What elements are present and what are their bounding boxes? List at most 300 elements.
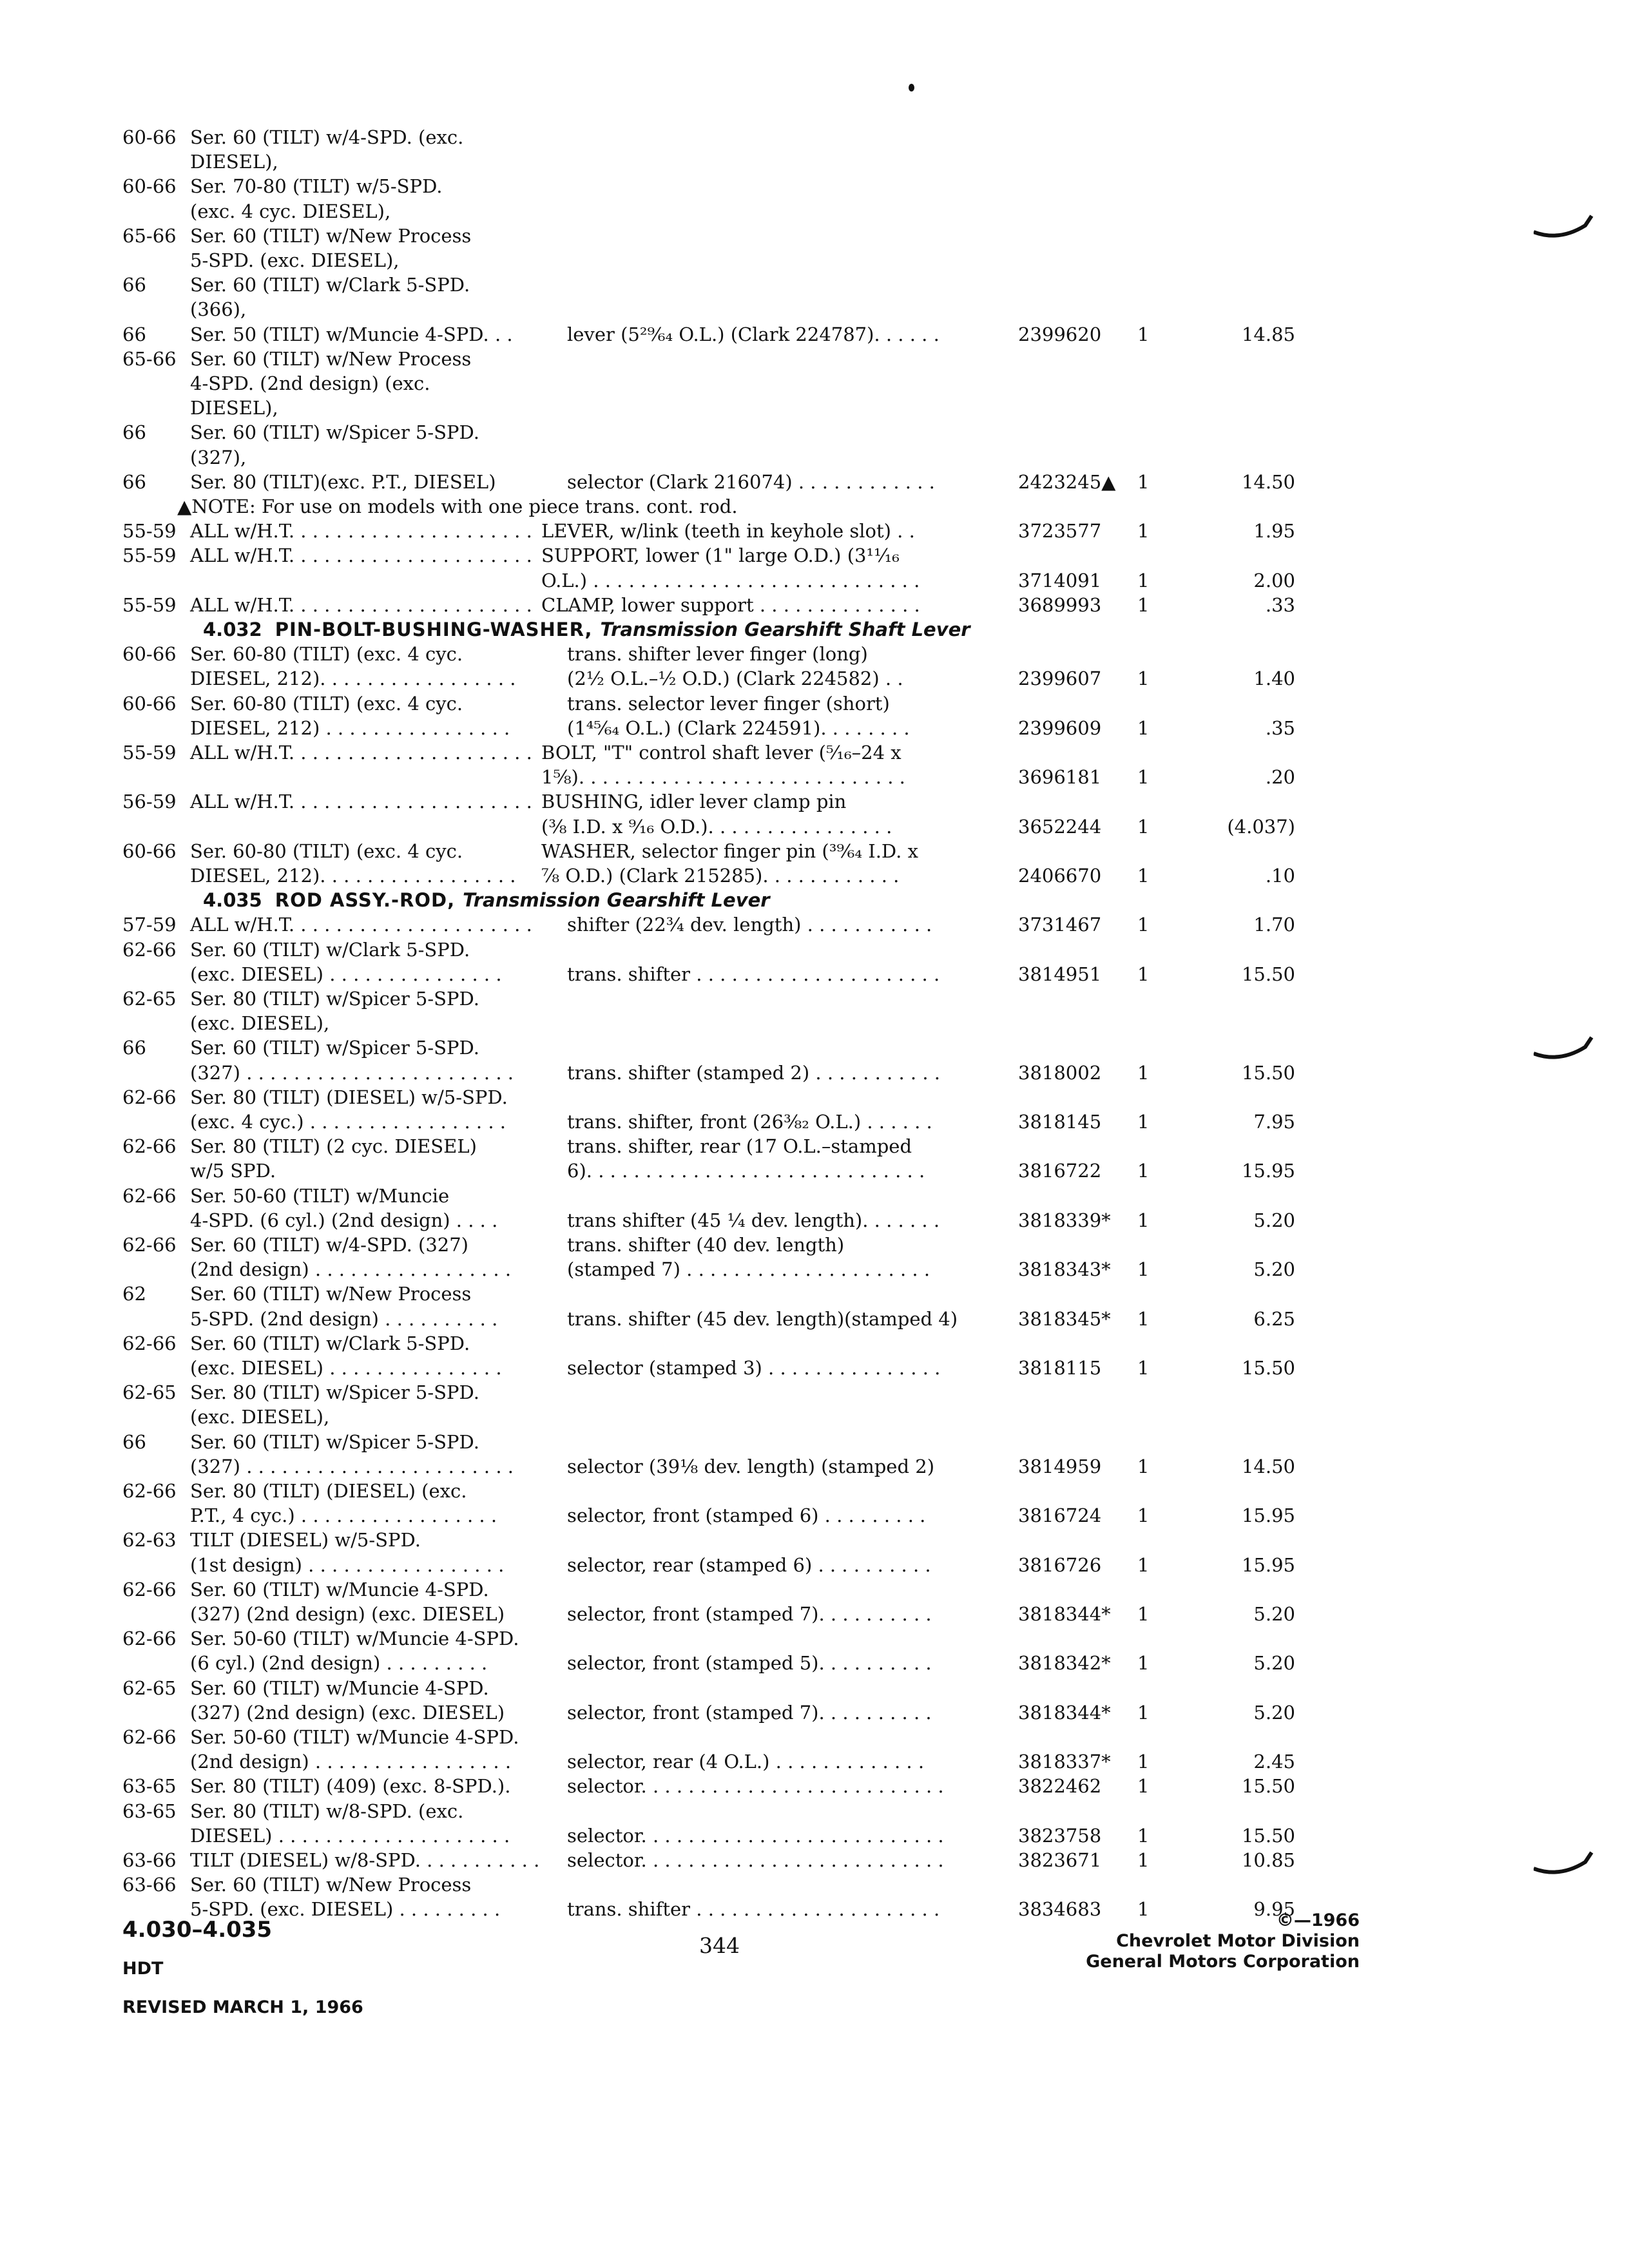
application: P.T., 4 cyc.) . . . . . . . . . . . . . . . . .: [190, 1504, 497, 1526]
price: 15.95: [1241, 1160, 1295, 1182]
application: ALL w/H.T. . . . . . . . . . . . . . . . . . . . .: [190, 594, 532, 616]
section-range: 4.030–4.035: [122, 1917, 273, 1943]
application: (exc. DIESEL),: [190, 1406, 330, 1428]
model-years: 66: [122, 1431, 146, 1453]
part-number: 3818002: [1018, 1062, 1102, 1084]
quantity: 1: [1137, 1775, 1150, 1797]
table-row: [0, 1455, 1629, 1479]
part-description: selector (stamped 3) . . . . . . . . . . . . . . .: [567, 1357, 941, 1379]
application: Ser. 50-60 (TILT) w/Muncie: [190, 1185, 450, 1207]
table-row: [0, 372, 1629, 396]
copyright: ©—1966: [1276, 1910, 1360, 1930]
quantity: 1: [1137, 570, 1150, 591]
part-description: O.L.) . . . . . . . . . . . . . . . . . . . . . . . . . . . .: [541, 570, 920, 591]
part-description: selector, rear (stamped 6) . . . . . . . . . .: [567, 1554, 931, 1576]
application: Ser. 60 (TILT) w/Spicer 5-SPD.: [190, 1037, 479, 1059]
model-years: 60-66: [122, 693, 177, 715]
table-row: [0, 224, 1629, 248]
catalog-code: HDT: [122, 1959, 164, 1979]
part-description: selector (Clark 216074) . . . . . . . . . . . .: [567, 471, 935, 493]
part-number: 3823671: [1018, 1849, 1102, 1871]
model-years: 62-66: [122, 1726, 177, 1748]
table-row: [0, 1553, 1629, 1577]
table-row: [0, 150, 1629, 174]
quantity: 1: [1137, 471, 1150, 493]
quantity: 1: [1137, 1308, 1150, 1330]
model-years: 66: [122, 323, 146, 345]
model-years: 62-63: [122, 1529, 177, 1551]
price: 1.40: [1253, 668, 1295, 689]
part-description: selector, rear (4 O.L.) . . . . . . . . . . . . .: [567, 1751, 925, 1773]
price: 15.50: [1241, 1062, 1295, 1084]
table-row: [0, 1332, 1629, 1356]
part-number: 3652244: [1018, 816, 1102, 838]
model-years: 62-66: [122, 1480, 177, 1502]
application: 4-SPD. (6 cyl.) (2nd design) . . . .: [190, 1209, 498, 1231]
model-years: 57-59: [122, 914, 177, 936]
application: Ser. 50 (TILT) w/Muncie 4-SPD. . .: [190, 323, 513, 345]
table-row: [0, 1036, 1629, 1060]
table-row: [0, 987, 1629, 1011]
part-description: 6). . . . . . . . . . . . . . . . . . . . . . . . . . . . .: [567, 1160, 925, 1182]
price: 15.95: [1241, 1504, 1295, 1526]
table-row: [0, 519, 1629, 543]
price: 9.95: [1253, 1898, 1295, 1920]
table-row: [0, 1677, 1629, 1700]
application: Ser. 60 (TILT) w/New Process: [190, 225, 472, 247]
application: (327) (2nd design) (exc. DIESEL): [190, 1702, 505, 1724]
application: (exc. 4 cyc.) . . . . . . . . . . . . . . . . .: [190, 1111, 506, 1133]
model-years: 62-66: [122, 1332, 177, 1354]
table-row: [0, 1405, 1629, 1429]
application: Ser. 60 (TILT) w/New Process: [190, 348, 472, 370]
part-description: LEVER, w/link (teeth in keyhole slot) . .: [541, 520, 915, 542]
table-row: [0, 1012, 1629, 1035]
price: 5.20: [1253, 1603, 1295, 1625]
table-row: [0, 1602, 1629, 1626]
model-years: 66: [122, 471, 146, 493]
part-description: selector, front (stamped 7). . . . . . . . . .: [567, 1603, 932, 1625]
application: Ser. 80 (TILT)(exc. P.T., DIESEL): [190, 471, 496, 493]
quantity: 1: [1137, 1160, 1150, 1182]
part-description: shifter (22¾ dev. length) . . . . . . . . . . .: [567, 914, 932, 936]
table-row: [0, 323, 1629, 347]
part-description: lever (5²⁹⁄₆₄ O.L.) (Clark 224787). . . . . .: [567, 323, 940, 345]
table-row: [0, 642, 1629, 666]
model-years: 62-66: [122, 1628, 177, 1649]
application: Ser. 60-80 (TILT) (exc. 4 cyc.: [190, 643, 463, 665]
application: (327) (2nd design) (exc. DIESEL): [190, 1603, 505, 1625]
part-number: 2406670: [1018, 865, 1102, 887]
table-row: [0, 1800, 1629, 1823]
part-number: 2423245▲: [1018, 471, 1116, 493]
quantity: 1: [1137, 1849, 1150, 1871]
application: Ser. 60 (TILT) w/Muncie 4-SPD.: [190, 1677, 489, 1699]
quantity: 1: [1137, 816, 1150, 838]
section-number: 4.032: [203, 619, 262, 640]
application: DIESEL, 212) . . . . . . . . . . . . . . . .: [190, 717, 510, 739]
part-number: 3714091: [1018, 570, 1102, 591]
price: 5.20: [1253, 1258, 1295, 1280]
part-number: 3818337*: [1018, 1751, 1111, 1773]
part-description: CLAMP, lower support . . . . . . . . . . . . . .: [541, 594, 920, 616]
application: Ser. 60 (TILT) w/Spicer 5-SPD.: [190, 1431, 479, 1453]
part-number: 3818145: [1018, 1111, 1102, 1133]
quantity: 1: [1137, 1062, 1150, 1084]
application: Ser. 60 (TILT) w/4-SPD. (exc.: [190, 126, 464, 148]
application: (2nd design) . . . . . . . . . . . . . . . . .: [190, 1258, 512, 1280]
application: ALL w/H.T. . . . . . . . . . . . . . . . . . . . .: [190, 544, 532, 566]
part-number: 3689993: [1018, 594, 1102, 616]
model-years: 66: [122, 1037, 146, 1059]
model-years: 66: [122, 274, 146, 296]
binder-mark-top: [1534, 206, 1598, 245]
part-description: SUPPORT, lower (1" large O.D.) (3¹¹⁄₁₆: [541, 544, 900, 566]
part-number: 3818342*: [1018, 1652, 1111, 1674]
application: ALL w/H.T. . . . . . . . . . . . . . . . . . . . .: [190, 742, 532, 764]
part-description: selector, front (stamped 7). . . . . . . . . .: [567, 1702, 932, 1724]
application: Ser. 50-60 (TILT) w/Muncie 4-SPD.: [190, 1628, 519, 1649]
table-row: [0, 1159, 1629, 1183]
part-number: 3834683: [1018, 1898, 1102, 1920]
quantity: 1: [1137, 668, 1150, 689]
model-years: 65-66: [122, 348, 177, 370]
table-row: [0, 938, 1629, 962]
price: 1.95: [1253, 520, 1295, 542]
model-years: 63-66: [122, 1874, 177, 1896]
quantity: 1: [1137, 1603, 1150, 1625]
price: 2.00: [1253, 570, 1295, 591]
price: .20: [1265, 766, 1295, 788]
price: 5.20: [1253, 1652, 1295, 1674]
model-years: 60-66: [122, 840, 177, 862]
table-row: [0, 741, 1629, 765]
part-description: trans. shifter (45 dev. length)(stamped 4): [567, 1308, 958, 1330]
price: 2.45: [1253, 1751, 1295, 1773]
price: 14.85: [1241, 323, 1295, 345]
table-row: [0, 273, 1629, 297]
part-description: trans. shifter (40 dev. length): [567, 1234, 845, 1256]
table-row: [0, 175, 1629, 198]
table-row: [0, 1258, 1629, 1282]
price: 10.85: [1241, 1849, 1295, 1871]
model-years: 62-66: [122, 1234, 177, 1256]
part-description: ⅞ O.D.) (Clark 215285). . . . . . . . . . . .: [541, 865, 900, 887]
table-row: [0, 913, 1629, 937]
part-number: 3696181: [1018, 766, 1102, 788]
table-row: [0, 790, 1629, 814]
part-description: (⅜ I.D. x ⁹⁄₁₆ O.D.). . . . . . . . . . . . . . . .: [541, 816, 892, 838]
price: .10: [1265, 865, 1295, 887]
application: DIESEL, 212). . . . . . . . . . . . . . . . .: [190, 668, 516, 689]
table-row: [0, 1233, 1629, 1257]
section-title: PIN-BOLT-BUSHING-WASHER,: [275, 619, 593, 640]
part-description: selector, front (stamped 6) . . . . . . . . .: [567, 1504, 926, 1526]
part-description: 1⅝). . . . . . . . . . . . . . . . . . . . . . . . . . . .: [541, 766, 905, 788]
model-years: 62: [122, 1283, 146, 1305]
application: ALL w/H.T. . . . . . . . . . . . . . . . . . . . .: [190, 520, 532, 542]
model-years: 62-65: [122, 1381, 177, 1403]
application: 5-SPD. (exc. DIESEL) . . . . . . . . .: [190, 1898, 501, 1920]
part-number: 3818115: [1018, 1357, 1102, 1379]
part-description: selector. . . . . . . . . . . . . . . . . . . . . . . . . .: [567, 1775, 944, 1797]
price: 15.50: [1241, 963, 1295, 985]
page-number: 344: [699, 1933, 740, 1958]
section-subtitle: Transmission Gearshift Lever: [463, 889, 770, 911]
table-row: [0, 1110, 1629, 1134]
model-years: 63-65: [122, 1775, 177, 1797]
table-row: [0, 593, 1629, 617]
part-number: 3816722: [1018, 1160, 1102, 1182]
table-row: [0, 1430, 1629, 1454]
table-row: [0, 298, 1629, 322]
table-row: [0, 1504, 1629, 1528]
application: (327) . . . . . . . . . . . . . . . . . . . . . . .: [190, 1456, 514, 1477]
application: Ser. 60 (TILT) w/New Process: [190, 1874, 472, 1896]
price: .33: [1265, 594, 1295, 616]
table-row: [0, 1774, 1629, 1798]
application: (327),: [190, 447, 247, 468]
application: 4-SPD. (2nd design) (exc.: [190, 372, 430, 394]
table-row: [0, 1282, 1629, 1306]
application: Ser. 80 (TILT) w/8-SPD. (exc.: [190, 1800, 464, 1822]
table-row: [0, 544, 1629, 568]
quantity: 1: [1137, 1751, 1150, 1773]
table-row: [0, 1381, 1629, 1405]
table-row: [0, 1824, 1629, 1848]
part-description: (2½ O.L.–½ O.D.) (Clark 224582) . .: [567, 668, 903, 689]
part-description: trans. shifter, rear (17 O.L.–stamped: [567, 1135, 912, 1157]
quantity: 1: [1137, 1456, 1150, 1477]
model-years: 62-65: [122, 988, 177, 1010]
table-row: [0, 1578, 1629, 1602]
quantity: 1: [1137, 963, 1150, 985]
price: 14.50: [1241, 1456, 1295, 1477]
part-number: 3814959: [1018, 1456, 1102, 1477]
part-description: trans. selector lever finger (short): [567, 693, 890, 715]
application: Ser. 50-60 (TILT) w/Muncie 4-SPD.: [190, 1726, 519, 1748]
application: 5-SPD. (exc. DIESEL),: [190, 249, 400, 271]
application: Ser. 60 (TILT) w/4-SPD. (327): [190, 1234, 468, 1256]
application: Ser. 80 (TILT) (409) (exc. 8-SPD.).: [190, 1775, 511, 1797]
quantity: 1: [1137, 865, 1150, 887]
part-number: 2399620: [1018, 323, 1102, 345]
application: DIESEL, 212). . . . . . . . . . . . . . . . .: [190, 865, 516, 887]
application: (327) . . . . . . . . . . . . . . . . . . . . . . .: [190, 1062, 514, 1084]
application: Ser. 60 (TILT) w/Clark 5-SPD.: [190, 939, 470, 961]
part-description: selector. . . . . . . . . . . . . . . . . . . . . . . . . .: [567, 1849, 944, 1871]
part-description: WASHER, selector finger pin (³⁹⁄₆₄ I.D. x: [541, 840, 918, 862]
model-years: 56-59: [122, 791, 177, 812]
division-name: Chevrolet Motor Division: [1116, 1931, 1360, 1951]
application: (2nd design) . . . . . . . . . . . . . . . . .: [190, 1751, 512, 1773]
application: (1st design) . . . . . . . . . . . . . . . . .: [190, 1554, 505, 1576]
quantity: 1: [1137, 1825, 1150, 1847]
quantity: 1: [1137, 1209, 1150, 1231]
application: DIESEL),: [190, 397, 278, 419]
part-number: 3818345*: [1018, 1308, 1111, 1330]
note-text: ▲NOTE: For use on models with one piece trans. cont. rod.: [177, 495, 738, 517]
part-number: 3818343*: [1018, 1258, 1111, 1280]
part-description: trans. shifter (stamped 2) . . . . . . . . . . .: [567, 1062, 940, 1084]
application: Ser. 80 (TILT) w/Spicer 5-SPD.: [190, 1381, 479, 1403]
table-row: [0, 963, 1629, 986]
section-title: ROD ASSY.-ROD,: [275, 889, 456, 911]
part-number: 3814951: [1018, 963, 1102, 985]
part-description: (1⁴⁵⁄₆₄ O.L.) (Clark 224591). . . . . . . .: [567, 717, 910, 739]
model-years: 55-59: [122, 520, 177, 542]
part-description: trans. shifter, front (26⅜₂ O.L.) . . . . . .: [567, 1111, 932, 1133]
application: (366),: [190, 298, 247, 320]
quantity: 1: [1137, 594, 1150, 616]
table-row: [0, 347, 1629, 371]
part-number: 3823758: [1018, 1825, 1102, 1847]
price: 15.50: [1241, 1357, 1295, 1379]
table-row: [0, 1627, 1629, 1651]
price: 5.20: [1253, 1702, 1295, 1724]
table-row: [0, 692, 1629, 716]
part-number: 3816726: [1018, 1554, 1102, 1576]
application: Ser. 60 (TILT) w/Clark 5-SPD.: [190, 274, 470, 296]
revision-date: REVISED MARCH 1, 1966: [122, 1997, 363, 2017]
part-number: 3818339*: [1018, 1209, 1111, 1231]
table-row: [0, 1849, 1629, 1872]
model-years: 60-66: [122, 643, 177, 665]
table-row: [0, 716, 1629, 740]
application: Ser. 60 (TILT) w/Clark 5-SPD.: [190, 1332, 470, 1354]
price: 1.70: [1253, 914, 1295, 936]
table-row: [0, 1356, 1629, 1380]
table-row: [0, 1086, 1629, 1110]
application: TILT (DIESEL) w/5-SPD.: [190, 1529, 421, 1551]
application: (exc. 4 cyc. DIESEL),: [190, 200, 391, 222]
part-number: 2399607: [1018, 668, 1102, 689]
table-row: [0, 421, 1629, 445]
quantity: 1: [1137, 1652, 1150, 1674]
table-row: [0, 815, 1629, 839]
application: (exc. DIESEL) . . . . . . . . . . . . . . .: [190, 1357, 502, 1379]
part-description: trans. shifter . . . . . . . . . . . . . . . . . . . . .: [567, 1898, 940, 1920]
model-years: 62-66: [122, 1086, 177, 1108]
price: 15.95: [1241, 1554, 1295, 1576]
table-row: [0, 1651, 1629, 1675]
table-row: [0, 1307, 1629, 1331]
application: w/5 SPD.: [190, 1160, 276, 1182]
application: 5-SPD. (2nd design) . . . . . . . . . .: [190, 1308, 498, 1330]
section-number: 4.035: [203, 889, 262, 911]
application: Ser. 80 (TILT) (2 cyc. DIESEL): [190, 1135, 477, 1157]
quantity: 1: [1137, 1111, 1150, 1133]
price: .35: [1265, 717, 1295, 739]
quantity: 1: [1137, 1357, 1150, 1379]
application: ALL w/H.T. . . . . . . . . . . . . . . . . . . . .: [190, 791, 532, 812]
binder-mark-bottom: [1534, 1843, 1598, 1881]
section-subtitle: Transmission Gearshift Shaft Lever: [600, 619, 970, 640]
section-header: [203, 618, 970, 642]
application: TILT (DIESEL) w/8-SPD. . . . . . . . . . .: [190, 1849, 540, 1871]
model-years: 66: [122, 421, 146, 443]
application: DIESEL),: [190, 151, 278, 173]
model-years: 55-59: [122, 742, 177, 764]
part-description: BOLT, "T" control shaft lever (⁵⁄₁₆–24 x: [541, 742, 901, 764]
table-row: [0, 1725, 1629, 1749]
quantity: 1: [1137, 1554, 1150, 1576]
application: Ser. 80 (TILT) (DIESEL) w/5-SPD.: [190, 1086, 508, 1108]
model-years: 60-66: [122, 126, 177, 148]
model-years: 62-66: [122, 1185, 177, 1207]
part-number: 3818344*: [1018, 1702, 1111, 1724]
quantity: 1: [1137, 520, 1150, 542]
part-description: selector. . . . . . . . . . . . . . . . . . . . . . . . . .: [567, 1825, 944, 1847]
quantity: 1: [1137, 323, 1150, 345]
part-description: trans. shifter . . . . . . . . . . . . . . . . . . . . .: [567, 963, 940, 985]
part-description: trans. shifter lever finger (long): [567, 643, 868, 665]
price: 7.95: [1253, 1111, 1295, 1133]
scan-dot-mark: [909, 84, 914, 91]
quantity: 1: [1137, 1898, 1150, 1920]
part-description: (stamped 7) . . . . . . . . . . . . . . . . . . . . .: [567, 1258, 930, 1280]
table-row: [0, 200, 1629, 224]
part-description: selector, front (stamped 5). . . . . . . . . .: [567, 1652, 932, 1674]
part-description: BUSHING, idler lever clamp pin: [541, 791, 847, 812]
price: 15.50: [1241, 1825, 1295, 1847]
table-row: [0, 667, 1629, 691]
application: Ser. 60 (TILT) w/Muncie 4-SPD.: [190, 1579, 489, 1600]
table-row: [0, 1528, 1629, 1552]
application: Ser. 80 (TILT) w/Spicer 5-SPD.: [190, 988, 479, 1010]
model-years: 55-59: [122, 544, 177, 566]
quantity: 1: [1137, 717, 1150, 739]
table-row: [0, 126, 1629, 149]
application: (6 cyl.) (2nd design) . . . . . . . . .: [190, 1652, 488, 1674]
model-years: 62-66: [122, 939, 177, 961]
model-years: 63-65: [122, 1800, 177, 1822]
application: (exc. DIESEL) . . . . . . . . . . . . . . .: [190, 963, 502, 985]
price: (4.037): [1227, 816, 1295, 838]
model-years: 63-66: [122, 1849, 177, 1871]
part-number: 3822462: [1018, 1775, 1102, 1797]
model-years: 62-66: [122, 1579, 177, 1600]
part-number: 3731467: [1018, 914, 1102, 936]
table-row: [0, 840, 1629, 863]
corporation-name: General Motors Corporation: [1086, 1952, 1360, 1972]
application: Ser. 60-80 (TILT) (exc. 4 cyc.: [190, 693, 463, 715]
application: Ser. 80 (TILT) (DIESEL) (exc.: [190, 1480, 467, 1502]
application: Ser. 70-80 (TILT) w/5-SPD.: [190, 175, 443, 197]
application: ALL w/H.T. . . . . . . . . . . . . . . . . . . . .: [190, 914, 532, 936]
price: 6.25: [1253, 1308, 1295, 1330]
model-years: 65-66: [122, 225, 177, 247]
part-description: selector (39⅛ dev. length) (stamped 2): [567, 1456, 935, 1477]
part-number: 2399609: [1018, 717, 1102, 739]
quantity: 1: [1137, 766, 1150, 788]
part-number: 3818344*: [1018, 1603, 1111, 1625]
table-row: [0, 1209, 1629, 1233]
table-row: [0, 569, 1629, 593]
table-row: [0, 470, 1629, 494]
table-row: [0, 1750, 1629, 1774]
model-years: 62-66: [122, 1135, 177, 1157]
application: Ser. 60 (TILT) w/Spicer 5-SPD.: [190, 421, 479, 443]
application: DIESEL) . . . . . . . . . . . . . . . . . . . .: [190, 1825, 510, 1847]
application: (exc. DIESEL),: [190, 1012, 330, 1034]
table-row: [0, 1184, 1629, 1208]
application: Ser. 60-80 (TILT) (exc. 4 cyc.: [190, 840, 463, 862]
price: 5.20: [1253, 1209, 1295, 1231]
model-years: 60-66: [122, 175, 177, 197]
part-number: 3816724: [1018, 1504, 1102, 1526]
table-row: [0, 864, 1629, 888]
